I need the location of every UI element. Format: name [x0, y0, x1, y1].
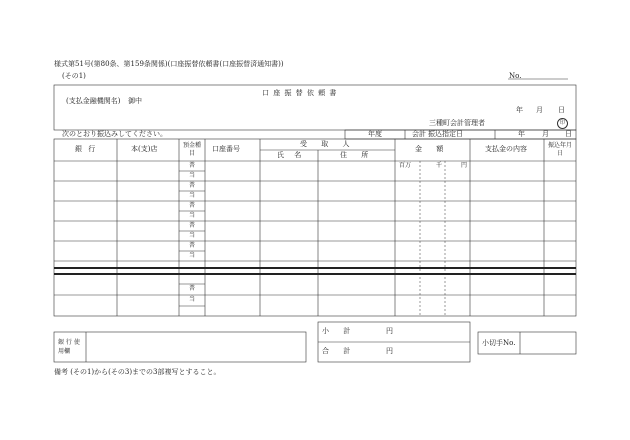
document-number-label: No.	[509, 72, 522, 80]
col-header-payee: 受 取 人	[300, 140, 356, 148]
check-number-label: 小切手No.	[482, 339, 516, 347]
fiscal-year-label: 年度	[368, 130, 382, 138]
transfer-date-label: 振込指定日	[428, 130, 463, 138]
deposit-current-label: 当	[189, 192, 196, 199]
transfer-year: 年	[518, 130, 525, 138]
bank-use-label: 銀 行 使用欄	[58, 339, 80, 355]
transfer-day: 日	[565, 130, 572, 138]
date-year: 年	[516, 106, 523, 114]
subtotal-yen: 円	[386, 327, 393, 335]
total-label: 合 計	[322, 347, 357, 355]
col-header-payee-address: 住 所	[340, 151, 375, 159]
deposit-current-label: 当	[189, 232, 196, 239]
issuer-name: 三種町会計管理者	[429, 119, 485, 127]
seal-mark: 印	[557, 118, 568, 129]
deposit-current-label: 当	[189, 252, 196, 259]
col-header-account-number: 口座番号	[212, 145, 240, 153]
account-label: 会計	[412, 130, 426, 138]
total-yen: 円	[386, 347, 393, 355]
col-header-amount: 金 額	[415, 145, 450, 153]
deposit-ordinary-label: 普	[189, 242, 196, 249]
bank-name-label: (支払金融機関名)	[66, 97, 121, 105]
honorific: 御中	[128, 97, 142, 105]
subtotal-label: 小 計	[322, 327, 357, 335]
col-header-transfer-date: 振込年月日	[547, 142, 572, 157]
deposit-ordinary-label: 普	[189, 162, 196, 169]
deposit-current-label: 当	[189, 172, 196, 179]
remarks-note: 備考 (その1)から(その3)までの3部複写とすること。	[54, 368, 221, 376]
unit-hyakuman: 百万	[399, 162, 412, 169]
col-header-branch: 本(支)店	[131, 145, 158, 153]
transfer-month: 月	[542, 130, 549, 138]
col-header-payment-content: 支払金の内容	[485, 145, 527, 153]
date-month: 月	[536, 106, 543, 114]
document-title: 口 座 振 替 依 頼 書	[262, 89, 338, 97]
col-header-bank: 銀 行	[75, 145, 98, 153]
date-day: 日	[558, 106, 565, 114]
unit-en: 円	[461, 162, 468, 169]
unit-sen: 千	[436, 162, 443, 169]
request-text: 次のとおり振込みしてください。	[62, 130, 167, 138]
col-header-deposit-type: 預金種目	[183, 142, 202, 157]
col-header-payee-name: 氏 名	[277, 151, 306, 159]
deposit-current-label: 当	[189, 212, 196, 219]
form-number-title: 様式第51号(第80条、第159条関係)(口座振替依頼書(口座振替済通知書))	[54, 60, 284, 68]
deposit-current-label: 当	[189, 296, 196, 303]
copy-label: (その1)	[62, 72, 86, 80]
deposit-ordinary-label: 普	[189, 285, 196, 292]
deposit-ordinary-label: 普	[189, 182, 196, 189]
deposit-ordinary-label: 普	[189, 202, 196, 209]
deposit-ordinary-label: 普	[189, 222, 196, 229]
